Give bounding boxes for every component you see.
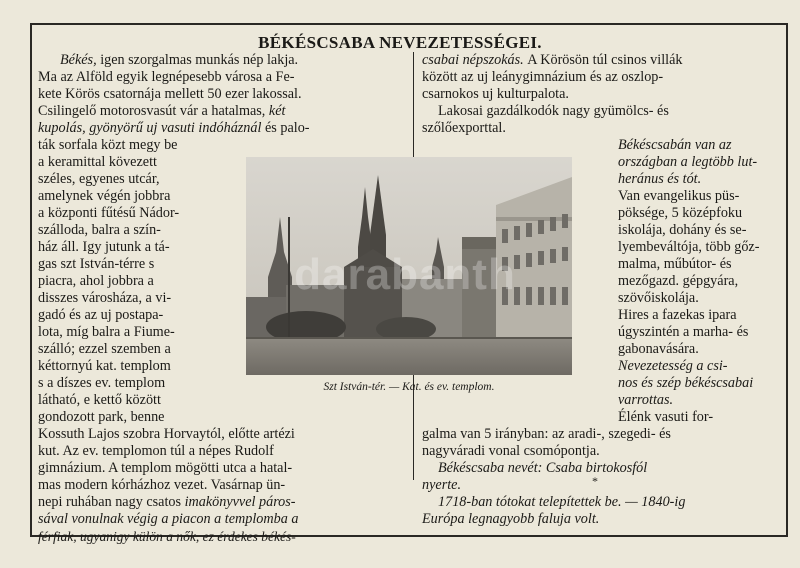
left-line-14: piacra, ahol jobbra a: [38, 273, 154, 289]
right-line-10: pöksége, 5 középfoku: [618, 205, 743, 221]
left-line-28: sával vonulnak végig a piacon a templomba a: [38, 511, 299, 527]
right-line-11: iskolája, dohány és se-: [618, 222, 747, 238]
left-line-15: disszes városháza, a vi-: [38, 290, 172, 306]
right-line-13: malma, műbútor- és: [618, 256, 732, 272]
right-line-8: heránus és tót.: [618, 171, 702, 187]
left-line-23: Kossuth Lajos szobra Horvaytól, előtte artézi: [38, 426, 295, 442]
text-bekes: Békés,: [60, 52, 97, 68]
photo-caption: Szt István-tér. — Kat. és ev. templom.: [323, 381, 495, 393]
left-line-22: gondozott park, benne: [38, 409, 165, 425]
left-line-6: ták sorfala közt megy be: [38, 137, 178, 153]
left-line-9: amelynek végén jobbra: [38, 188, 171, 204]
left-line-26: mas modern kórházhoz vezet. Vasárnap ün-: [38, 477, 286, 493]
left-line-24: kut. Az ev. templomon túl a népes Rudolf: [38, 443, 274, 459]
left-line-11: szálloda, balra a szín-: [38, 222, 161, 238]
right-line-7: országban a legtöbb lut-: [618, 154, 758, 170]
page-title: BÉKÉSCSABA NEVEZETESSÉGEI.: [258, 33, 542, 52]
left-line-10: a központi fűtésű Nádor-: [38, 205, 180, 221]
right-line-2: között az uj leánygimnázium és az oszlop-: [422, 69, 664, 85]
right-line-4: Lakosai gazdálkodók nagy gyümölcs- és: [438, 103, 669, 119]
left-line-5: kupolás, gyönyörű uj vasuti indóháznál és palo-: [38, 120, 310, 136]
left-line-8: széles, egyenes utcár,: [38, 171, 160, 187]
left-line-12: ház áll. Igy jutunk a tá-: [38, 239, 170, 255]
left-line-3: kete Körös csatornája mellett 50 ezer lakossal.: [38, 86, 302, 102]
right-line-19: Nevezetesség a csi-: [618, 358, 728, 374]
right-line-16: Hires a fazekas ipara: [618, 307, 737, 323]
left-line-7: a keramittal kövezett: [38, 154, 157, 170]
left-line-21: látható, e kettő között: [38, 392, 161, 408]
left-line-17: lota, míg balra a Fiume-: [38, 324, 175, 340]
right-line-25: Békéscsaba nevét: Csaba birtokosfól: [438, 460, 648, 476]
left-line-20: s a díszes ev. templom: [38, 375, 166, 391]
right-line-26: nyerte.: [422, 477, 461, 493]
left-line-29: férfiak, ugyanigy külön a nők, ez érdekes békés-: [38, 529, 296, 544]
right-line-27: 1718-ban tótokat telepítettek be. — 1840-ig: [438, 494, 686, 510]
left-line-16: gadó és az uj postapa-: [38, 307, 164, 323]
right-line-9: Van evangelikus püs-: [618, 188, 740, 204]
right-line-24: nagyváradi vonal csomópontja.: [422, 443, 600, 459]
right-line-18: gabonavására.: [618, 341, 699, 357]
right-line-14: mezőgazd. gépgyára,: [618, 273, 739, 289]
right-line-17: úgyszintén a marha- és: [618, 324, 749, 340]
left-line-25: gimnázium. A templom mögötti utca a hatal-: [38, 460, 293, 476]
right-line-28: Európa legnagyobb faluja volt.: [422, 511, 600, 527]
right-line-20: nos és szép békéscsabai: [618, 375, 754, 391]
left-line-2: Ma az Alföld egyik legnépesebb városa a Fe-: [38, 69, 295, 85]
right-line-21: varrottas.: [618, 392, 674, 408]
left-line-27: nepi ruhában nagy csatos imakönyvvel páros-: [38, 494, 296, 510]
right-line-1: csabai népszokás. A Körösön túl csinos villák: [422, 52, 683, 68]
left-line-4: Csilingelő motorosvasút vár a hatalmas, két: [38, 103, 286, 119]
left-line-13: gas szt István-térre s: [38, 256, 155, 272]
left-line-18: szálló; ezzel szemben a: [38, 341, 171, 357]
right-line-6: Békéscsabán van az: [618, 137, 732, 153]
left-line-1: Békés, igen szorgalmas munkás nép lakja.: [60, 52, 299, 68]
left-line-19: kéttornyú kat. templom: [38, 358, 171, 374]
right-line-12: lyembeváltója, több gőz-: [618, 239, 760, 255]
right-line-23: galma van 5 irányban: az aradi-, szegedi- és: [422, 426, 671, 442]
watermark: darabanth: [294, 250, 516, 299]
right-line-5: szőlőexporttal.: [422, 120, 506, 136]
right-line-22: Élénk vasuti for-: [618, 409, 714, 425]
right-line-3: csarnokos uj kulturpalota.: [422, 86, 569, 102]
right-line-15: szövőiskolája.: [618, 290, 699, 306]
section-star: *: [592, 474, 598, 488]
